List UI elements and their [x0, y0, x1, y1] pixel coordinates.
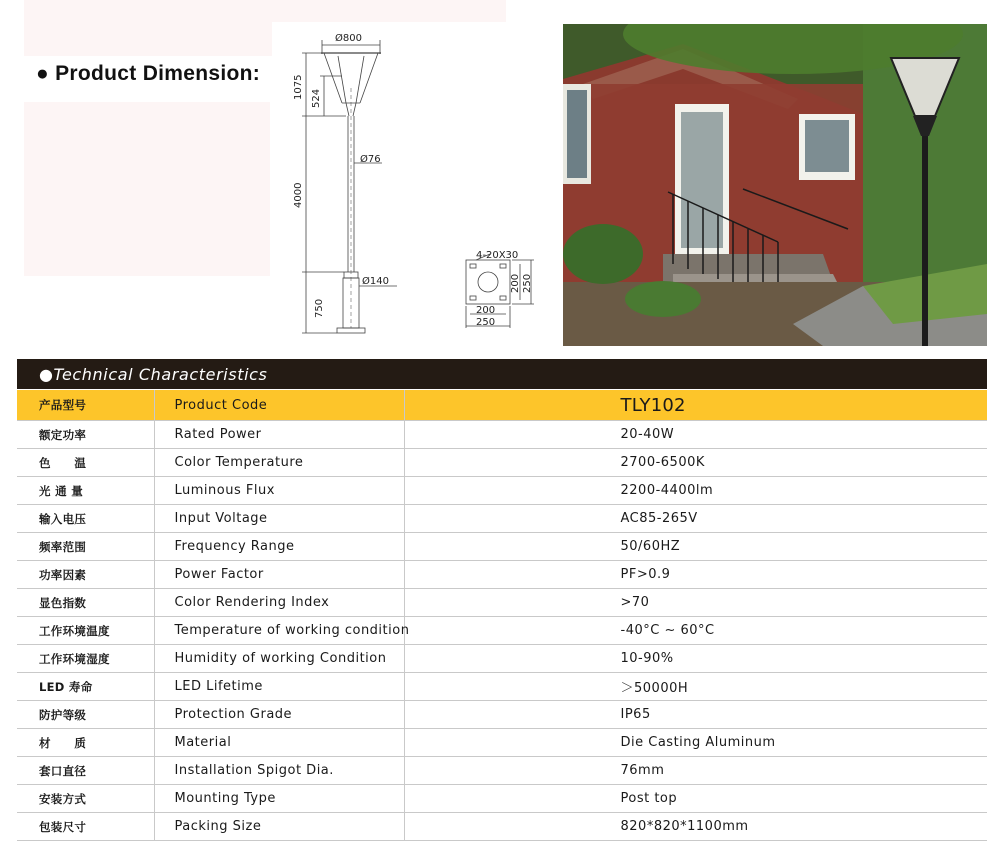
spec-en-label: Protection Grade — [154, 701, 404, 729]
spec-zh-label: 频率范围 — [17, 533, 154, 561]
spec-row — [17, 785, 987, 813]
spec-value: TLY102 — [404, 390, 987, 421]
spec-zh-label: 色 温 — [17, 449, 154, 477]
spec-zh-label: 工作环境湿度 — [17, 645, 154, 673]
spec-value: 2200-4400lm — [404, 477, 987, 505]
spec-zh-label: 包装尺寸 — [17, 813, 154, 841]
spec-en-label: Humidity of working Condition — [154, 645, 404, 673]
spec-en-label: Product Code — [154, 390, 404, 421]
spec-value: 820*820*1100mm — [404, 813, 987, 841]
spec-value: 10-90% — [404, 645, 987, 673]
spec-en-label: Material — [154, 729, 404, 757]
pole-height-label: 4000 — [293, 182, 304, 208]
tech-characteristics-header — [17, 359, 987, 389]
spec-en-label: Color Rendering Index — [154, 589, 404, 617]
spec-value: 76mm — [404, 757, 987, 785]
lamp-height-label: 1075 — [293, 74, 304, 100]
spec-zh-label: 输入电压 — [17, 505, 154, 533]
spec-zh-label: LED 寿命 — [17, 673, 154, 701]
spec-zh-label: 额定功率 — [17, 421, 154, 449]
spec-row — [17, 673, 987, 701]
spec-zh-label: 显色指数 — [17, 589, 154, 617]
spec-zh-label: 套口直径 — [17, 757, 154, 785]
section-title-text: Product Dimension: — [55, 62, 261, 85]
spec-value: 2700-6500K — [404, 449, 987, 477]
spec-zh-label: 工作环境温度 — [17, 617, 154, 645]
spec-zh-label: 安装方式 — [17, 785, 154, 813]
head-height-label: 524 — [311, 88, 322, 108]
spec-en-label: Input Voltage — [154, 505, 404, 533]
spec-value: -40°C ~ 60°C — [404, 617, 987, 645]
spec-row — [17, 757, 987, 785]
flange-outer-w-label: 250 — [476, 317, 496, 328]
product-photo — [563, 24, 987, 346]
spec-zh-label: 光 通 量 — [17, 477, 154, 505]
spec-row — [17, 729, 987, 757]
spec-value: 20-40W — [404, 421, 987, 449]
spec-row — [17, 477, 987, 505]
flange-inner-h-label: 200 — [510, 273, 521, 293]
spec-en-label: Temperature of working condition — [154, 617, 404, 645]
top-diameter-label: Ø800 — [335, 33, 362, 44]
spec-row — [17, 645, 987, 673]
spec-en-label: Rated Power — [154, 421, 404, 449]
spec-value: Die Casting Aluminum — [404, 729, 987, 757]
background-panel — [24, 102, 270, 276]
spec-zh-label: 产品型号 — [17, 390, 154, 421]
spec-table — [17, 390, 987, 841]
spec-value: IP65 — [404, 701, 987, 729]
spec-en-label: Power Factor — [154, 561, 404, 589]
base-height-label: 750 — [314, 298, 325, 318]
tech-characteristics-title: ●Technical Characteristics — [39, 365, 268, 384]
spec-row — [17, 561, 987, 589]
spec-value: ＞50000H — [404, 673, 987, 701]
spec-header-row — [17, 390, 987, 421]
flange-inner-w-label: 200 — [476, 305, 496, 316]
background-panel — [24, 0, 506, 22]
spec-value: Post top — [404, 785, 987, 813]
spec-row — [17, 701, 987, 729]
spec-zh-label: 防护等级 — [17, 701, 154, 729]
spec-en-label: Mounting Type — [154, 785, 404, 813]
background-panel — [24, 22, 272, 56]
spec-en-label: Packing Size — [154, 813, 404, 841]
spec-zh-label: 功率因素 — [17, 561, 154, 589]
spec-value: >70 — [404, 589, 987, 617]
spec-en-label: Luminous Flux — [154, 477, 404, 505]
flange-outer-h-label: 250 — [522, 273, 533, 293]
spec-row — [17, 617, 987, 645]
spec-en-label: Frequency Range — [154, 533, 404, 561]
dimension-drawing — [280, 28, 550, 343]
spec-row — [17, 505, 987, 533]
base-diameter-label: Ø140 — [362, 276, 389, 287]
spec-en-label: Installation Spigot Dia. — [154, 757, 404, 785]
spec-zh-label: 材 质 — [17, 729, 154, 757]
spec-value: AC85-265V — [404, 505, 987, 533]
pole-diameter-label: Ø76 — [360, 154, 381, 165]
spec-en-label: Color Temperature — [154, 449, 404, 477]
spec-row — [17, 589, 987, 617]
spec-value: 50/60HZ — [404, 533, 987, 561]
spec-row — [17, 813, 987, 841]
flange-holes-label: 4-20X30 — [476, 250, 519, 261]
spec-value: PF>0.9 — [404, 561, 987, 589]
spec-row — [17, 533, 987, 561]
section-title: ● Product Dimension: — [36, 62, 261, 85]
spec-row — [17, 449, 987, 477]
spec-en-label: LED Lifetime — [154, 673, 404, 701]
spec-row — [17, 421, 987, 449]
